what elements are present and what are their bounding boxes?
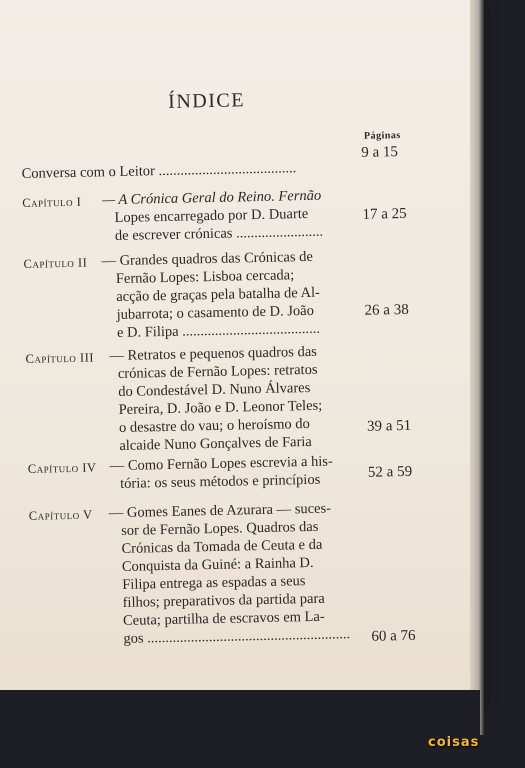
entry-line: Conquista da Guiné: a Rainha D.: [121, 554, 314, 575]
entry-line: Lopes encarregado por D. Duarte: [114, 205, 309, 227]
watermark-logo: coisas: [428, 735, 480, 750]
entry-pages: 52 a 59: [367, 463, 413, 481]
entry-line: alcaide Nuno Gonçalves de Faria: [119, 433, 312, 454]
chapter-label: Capítulo V: [28, 507, 93, 523]
entry-line: Pereira, D. João e D. Leonor Teles;: [118, 397, 323, 418]
entry-line: sor de Fernão Lopes. Quadros das: [120, 518, 319, 539]
entry-pages: 39 a 51: [366, 417, 412, 435]
pages-column-header: Páginas: [363, 130, 401, 142]
entry-line: Ceuta; partilha de escravos em La-: [122, 608, 325, 629]
entry-line: — Grandes quadros das Crónicas de: [101, 248, 314, 270]
entry-line: crónicas de Fernão Lopes: retratos: [117, 361, 318, 382]
page-edge: [470, 0, 484, 735]
entry-line: de escrever crónicas ........................: [114, 223, 324, 245]
entry-pages: 60 a 76: [371, 627, 416, 645]
entry-line: — Gomes Eanes de Azurara — suces-: [108, 500, 332, 522]
entry-line: jubarrota; o casamento de D. João: [116, 302, 315, 324]
entry-line: tória: os seus métodos e princípios: [119, 471, 321, 492]
chapter-label: Capítulo II: [23, 255, 88, 271]
entry-pages: 26 a 38: [364, 301, 409, 319]
chapter-label: Capítulo IV: [27, 460, 97, 476]
entry-line: do Condestável D. Nuno Álvares: [118, 379, 311, 400]
chapter-label: Capítulo III: [25, 350, 95, 366]
entry-line: Fernão Lopes: Lisboa cercada;: [115, 267, 295, 288]
entry-line: Filipa entrega as espadas a seus: [122, 573, 306, 593]
entry-line: Crónicas da Tomada de Ceuta e da: [121, 536, 323, 557]
entry-line: Conversa com o Leitor ......................................: [21, 160, 297, 182]
entry-line: gos ........................................................: [123, 626, 351, 647]
entry-line: e D. Filipa ......................................: [116, 320, 321, 341]
entry-line: filhos; preparativos da partida para: [122, 590, 325, 611]
entry-line: — A Crónica Geral do Reino. Fernão: [102, 187, 322, 209]
entry-pages: 17 a 25: [362, 205, 407, 223]
entry-line: — Retratos e pequenos quadros das: [109, 343, 317, 365]
entry-pages: 9 a 15: [361, 144, 399, 161]
entry-line: — Como Fernão Lopes escrevia a his-: [109, 453, 333, 475]
chapter-label: Capítulo I: [22, 194, 82, 210]
entry-line: o desastre do vau; o heroísmo do: [118, 415, 311, 436]
page-title: ÍNDICE: [167, 89, 246, 113]
entry-line: acção de graças pela batalha de Al-: [116, 284, 321, 306]
index-content: [18, 0, 433, 708]
